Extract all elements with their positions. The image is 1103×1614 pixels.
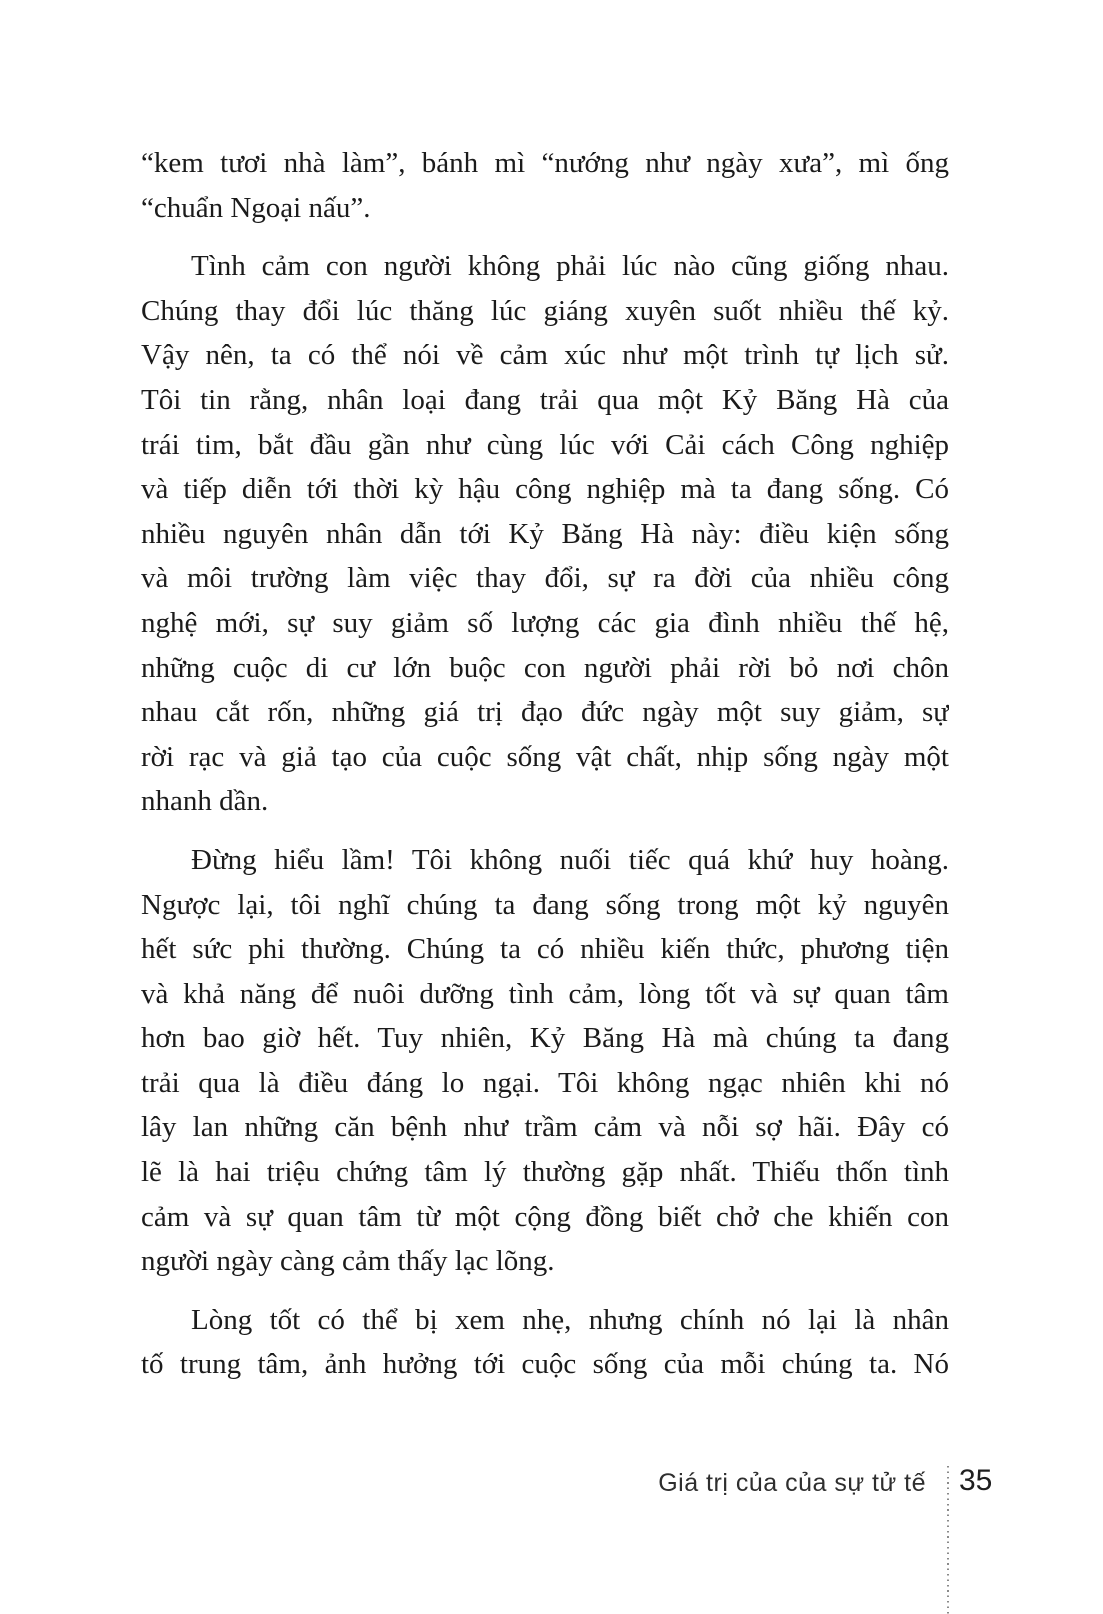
- text-line: nhau cắt rốn, những giá trị đạo đức ngày một suy giảm, sự: [141, 696, 949, 729]
- text-line: cảm và sự quan tâm từ một cộng đồng biết chở che khiến con: [141, 1200, 949, 1233]
- text-line: Tôi tin rằng, nhân loại đang trải qua một Kỷ Băng Hà của: [141, 383, 949, 416]
- text-line: “chuẩn Ngoại nấu”.: [141, 191, 371, 224]
- text-line: nhiều nguyên nhân dẫn tới Kỷ Băng Hà này: điều kiện sống: [141, 517, 949, 550]
- paragraph: [141, 141, 949, 230]
- text-line: Lòng tốt có thể bị xem nhẹ, nhưng chính nó lại là nhân: [191, 1303, 949, 1336]
- text-line: hết sức phi thường. Chúng ta có nhiều kiến thức, phương tiện: [141, 933, 949, 966]
- text-line: và khả năng để nuôi dưỡng tình cảm, lòng tốt và sự quan tâm: [141, 977, 949, 1010]
- text-line: những cuộc di cư lớn buộc con người phải rời bỏ nơi chôn: [141, 651, 949, 684]
- text-line: nghệ mới, sự suy giảm số lượng các gia đình nhiều thế hệ,: [141, 606, 949, 639]
- running-title: Giá trị của của sự tử tế: [658, 1469, 926, 1497]
- text-line: lẽ là hai triệu chứng tâm lý thường gặp nhất. Thiếu thốn tình: [141, 1156, 949, 1189]
- paragraph: [141, 1298, 949, 1387]
- text-line: và môi trường làm việc thay đổi, sự ra đời của nhiều công: [141, 562, 949, 595]
- dotted-rule-divider: [947, 1466, 949, 1614]
- text-line: rời rạc và giả tạo của cuộc sống vật chất, nhịp sống ngày một: [141, 740, 949, 773]
- text-line: hơn bao giờ hết. Tuy nhiên, Kỷ Băng Hà mà chúng ta đang: [141, 1022, 949, 1055]
- text-line: Đừng hiểu lầm! Tôi không nuối tiếc quá khứ huy hoàng.: [191, 843, 949, 876]
- text-line: Ngược lại, tôi nghĩ chúng ta đang sống trong một kỷ nguyên: [141, 888, 949, 921]
- text-line: và tiếp diễn tới thời kỳ hậu công nghiệp mà ta đang sống. Có: [141, 473, 949, 506]
- paragraph: [141, 838, 949, 1284]
- text-line: “kem tươi nhà làm”, bánh mì “nướng như ngày xưa”, mì ống: [141, 147, 949, 179]
- page-number: 35: [959, 1464, 993, 1497]
- text-line: người ngày càng cảm thấy lạc lõng.: [141, 1245, 555, 1278]
- page-text: [141, 141, 949, 1387]
- text-line: trải qua là điều đáng lo ngại. Tôi không ngạc nhiên khi nó: [141, 1066, 949, 1099]
- text-line: Vậy nên, ta có thể nói về cảm xúc như một trình tự lịch sử.: [141, 339, 949, 372]
- text-line: Tình cảm con người không phải lúc nào cũng giống nhau.: [191, 250, 949, 283]
- text-line: lây lan những căn bệnh như trầm cảm và nỗi sợ hãi. Đây có: [141, 1111, 949, 1144]
- text-line: Chúng thay đổi lúc thăng lúc giáng xuyên suốt nhiều thế kỷ.: [141, 294, 949, 327]
- paragraph: [141, 244, 949, 824]
- text-line: nhanh dần.: [141, 785, 269, 818]
- text-line: trái tim, bắt đầu gần như cùng lúc với Cải cách Công nghiệp: [141, 428, 949, 461]
- text-line: tố trung tâm, ảnh hưởng tới cuộc sống của mỗi chúng ta. Nó: [141, 1348, 949, 1381]
